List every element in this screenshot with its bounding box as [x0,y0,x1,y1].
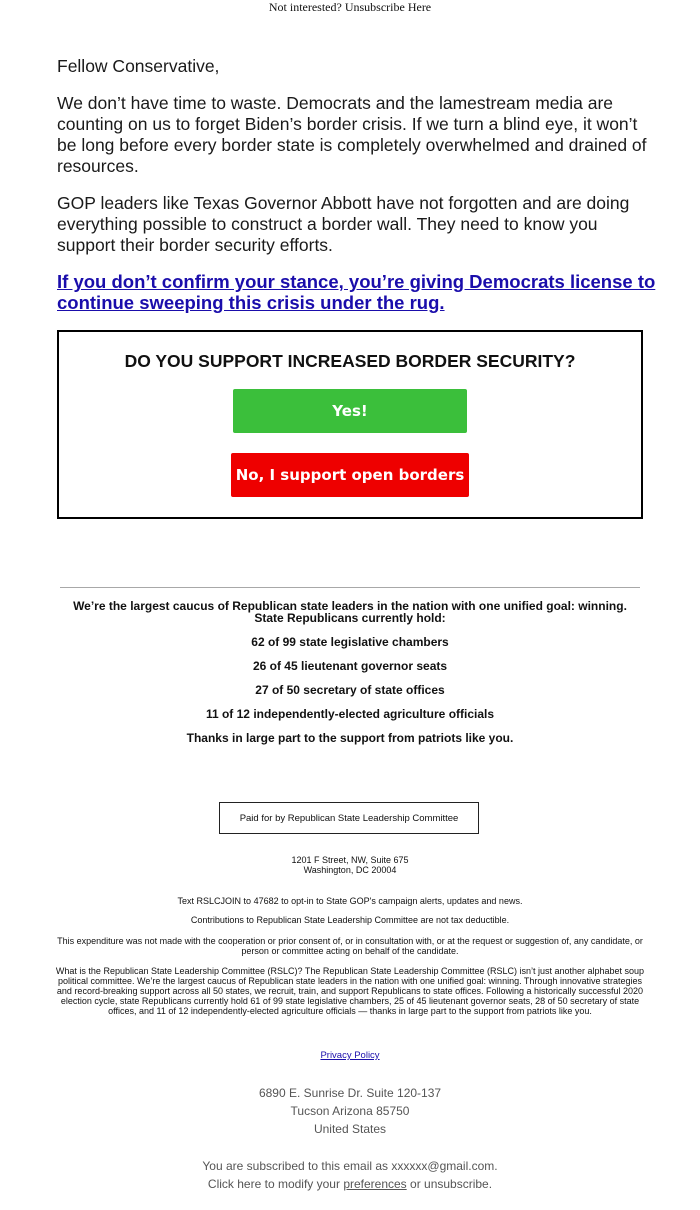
subscription-info [0,1157,700,1193]
stat-item: 26 of 45 lieutenant governor seats [252,659,448,673]
cta-link[interactable]: If you don’t confirm your stance, you’re giving Democrats license to continue sweeping this crisis under the rug. [57,271,656,313]
address-line-1: 1201 F Street, NW, Suite 675 [291,855,409,865]
survey-question: DO YOU SUPPORT INCREASED BORDER SECURITY? [124,351,576,371]
mail-line-3: United States [313,1122,387,1136]
letter-paragraph-1 [57,93,649,177]
stat-item: 27 of 50 secretary of state offices [255,683,445,697]
stats-thanks: Thanks in large part to the support from patriots like you. [186,731,514,745]
stats-section [0,600,700,744]
expenditure-disclaimer: This expenditure was not made with the cooperation or prior consent of, or in consultation with, or at the request or suggestion of, any candidate, or person or committee acting on behalf of the candidate. [57,936,643,956]
address-line-2: Washington, DC 20004 [303,865,397,875]
unsubscribe-link[interactable]: Not interested? Unsubscribe Here [268,0,432,14]
modify-prefix: Click here to modify your [207,1177,344,1191]
stat-item: 11 of 12 independently-elected agriculture officials [205,707,495,721]
letter-paragraph-2 [57,193,649,256]
stat-item: 62 of 99 state legislative chambers [251,635,449,649]
stats-intro-line-1: We’re the largest caucus of Republican state leaders in the nation with one unified goal: winning. [73,599,627,613]
no-button[interactable]: No, I support open borders [231,453,469,497]
preferences-link[interactable]: preferences [343,1177,407,1191]
mail-line-2: Tucson Arizona 85750 [290,1104,410,1118]
modify-preferences-line [0,1175,700,1193]
mail-line-1: 6890 E. Sunrise Dr. Suite 120-137 [258,1086,442,1100]
subscribed-email-text: You are subscribed to this email as xxxxxx@gmail.com. [202,1159,498,1173]
divider [60,587,640,588]
about-rslc-text: What is the Republican State Leadership Committee (RSLC)? The Republican State Leadership Committee (RSLC) isn’t just another alphabet soup political committee. We’re the largest caucus of Republican state leaders in the nation with one unified goal: winning. Through innovative strategies and record-breaking support across all 50 states, we recruit, train, and support Republicans to state offices. Following a historically successful 2020 election cycle, state Republicans currently hold 61 of 99 state legislative chambers, 25 of 45 lieutenant governor seats, 28 of 50 secretary of state offices, and 11 of 12 independently-elected agriculture officials — thanks in large part to the support from patriots like you. [55,966,645,1016]
survey-box [57,330,643,519]
paid-for-disclaimer: Paid for by Republican State Leadership Committee [219,802,479,834]
greeting [57,56,649,77]
sms-optin-text: Text RSLCJOIN to 47682 to opt-in to State GOP's campaign alerts, updates and news. [177,896,523,906]
committee-address [50,855,650,875]
stats-intro-line-2: State Republicans currently hold: [254,611,446,625]
paragraph-text: We don’t have time to waste. Democrats and the lamestream media are counting on us to forget Biden’s border crisis. If we turn a blind eye, it won’t be long before every border state is completely overwhelmed and drained of resources. [57,93,647,176]
greeting-text: Fellow Conservative, [57,56,220,76]
modify-suffix[interactable]: or unsubscribe. [406,1177,493,1191]
paragraph-text: GOP leaders like Texas Governor Abbott have not forgotten and are doing everything possible to construct a border wall. They need to know you support their border security efforts. [57,193,630,255]
yes-button[interactable]: Yes! [233,389,467,433]
contributions-disclaimer: Contributions to Republican State Leadership Committee are not tax deductible. [190,915,510,925]
privacy-policy-link[interactable]: Privacy Policy [320,1050,380,1061]
mailing-address [0,1084,700,1138]
